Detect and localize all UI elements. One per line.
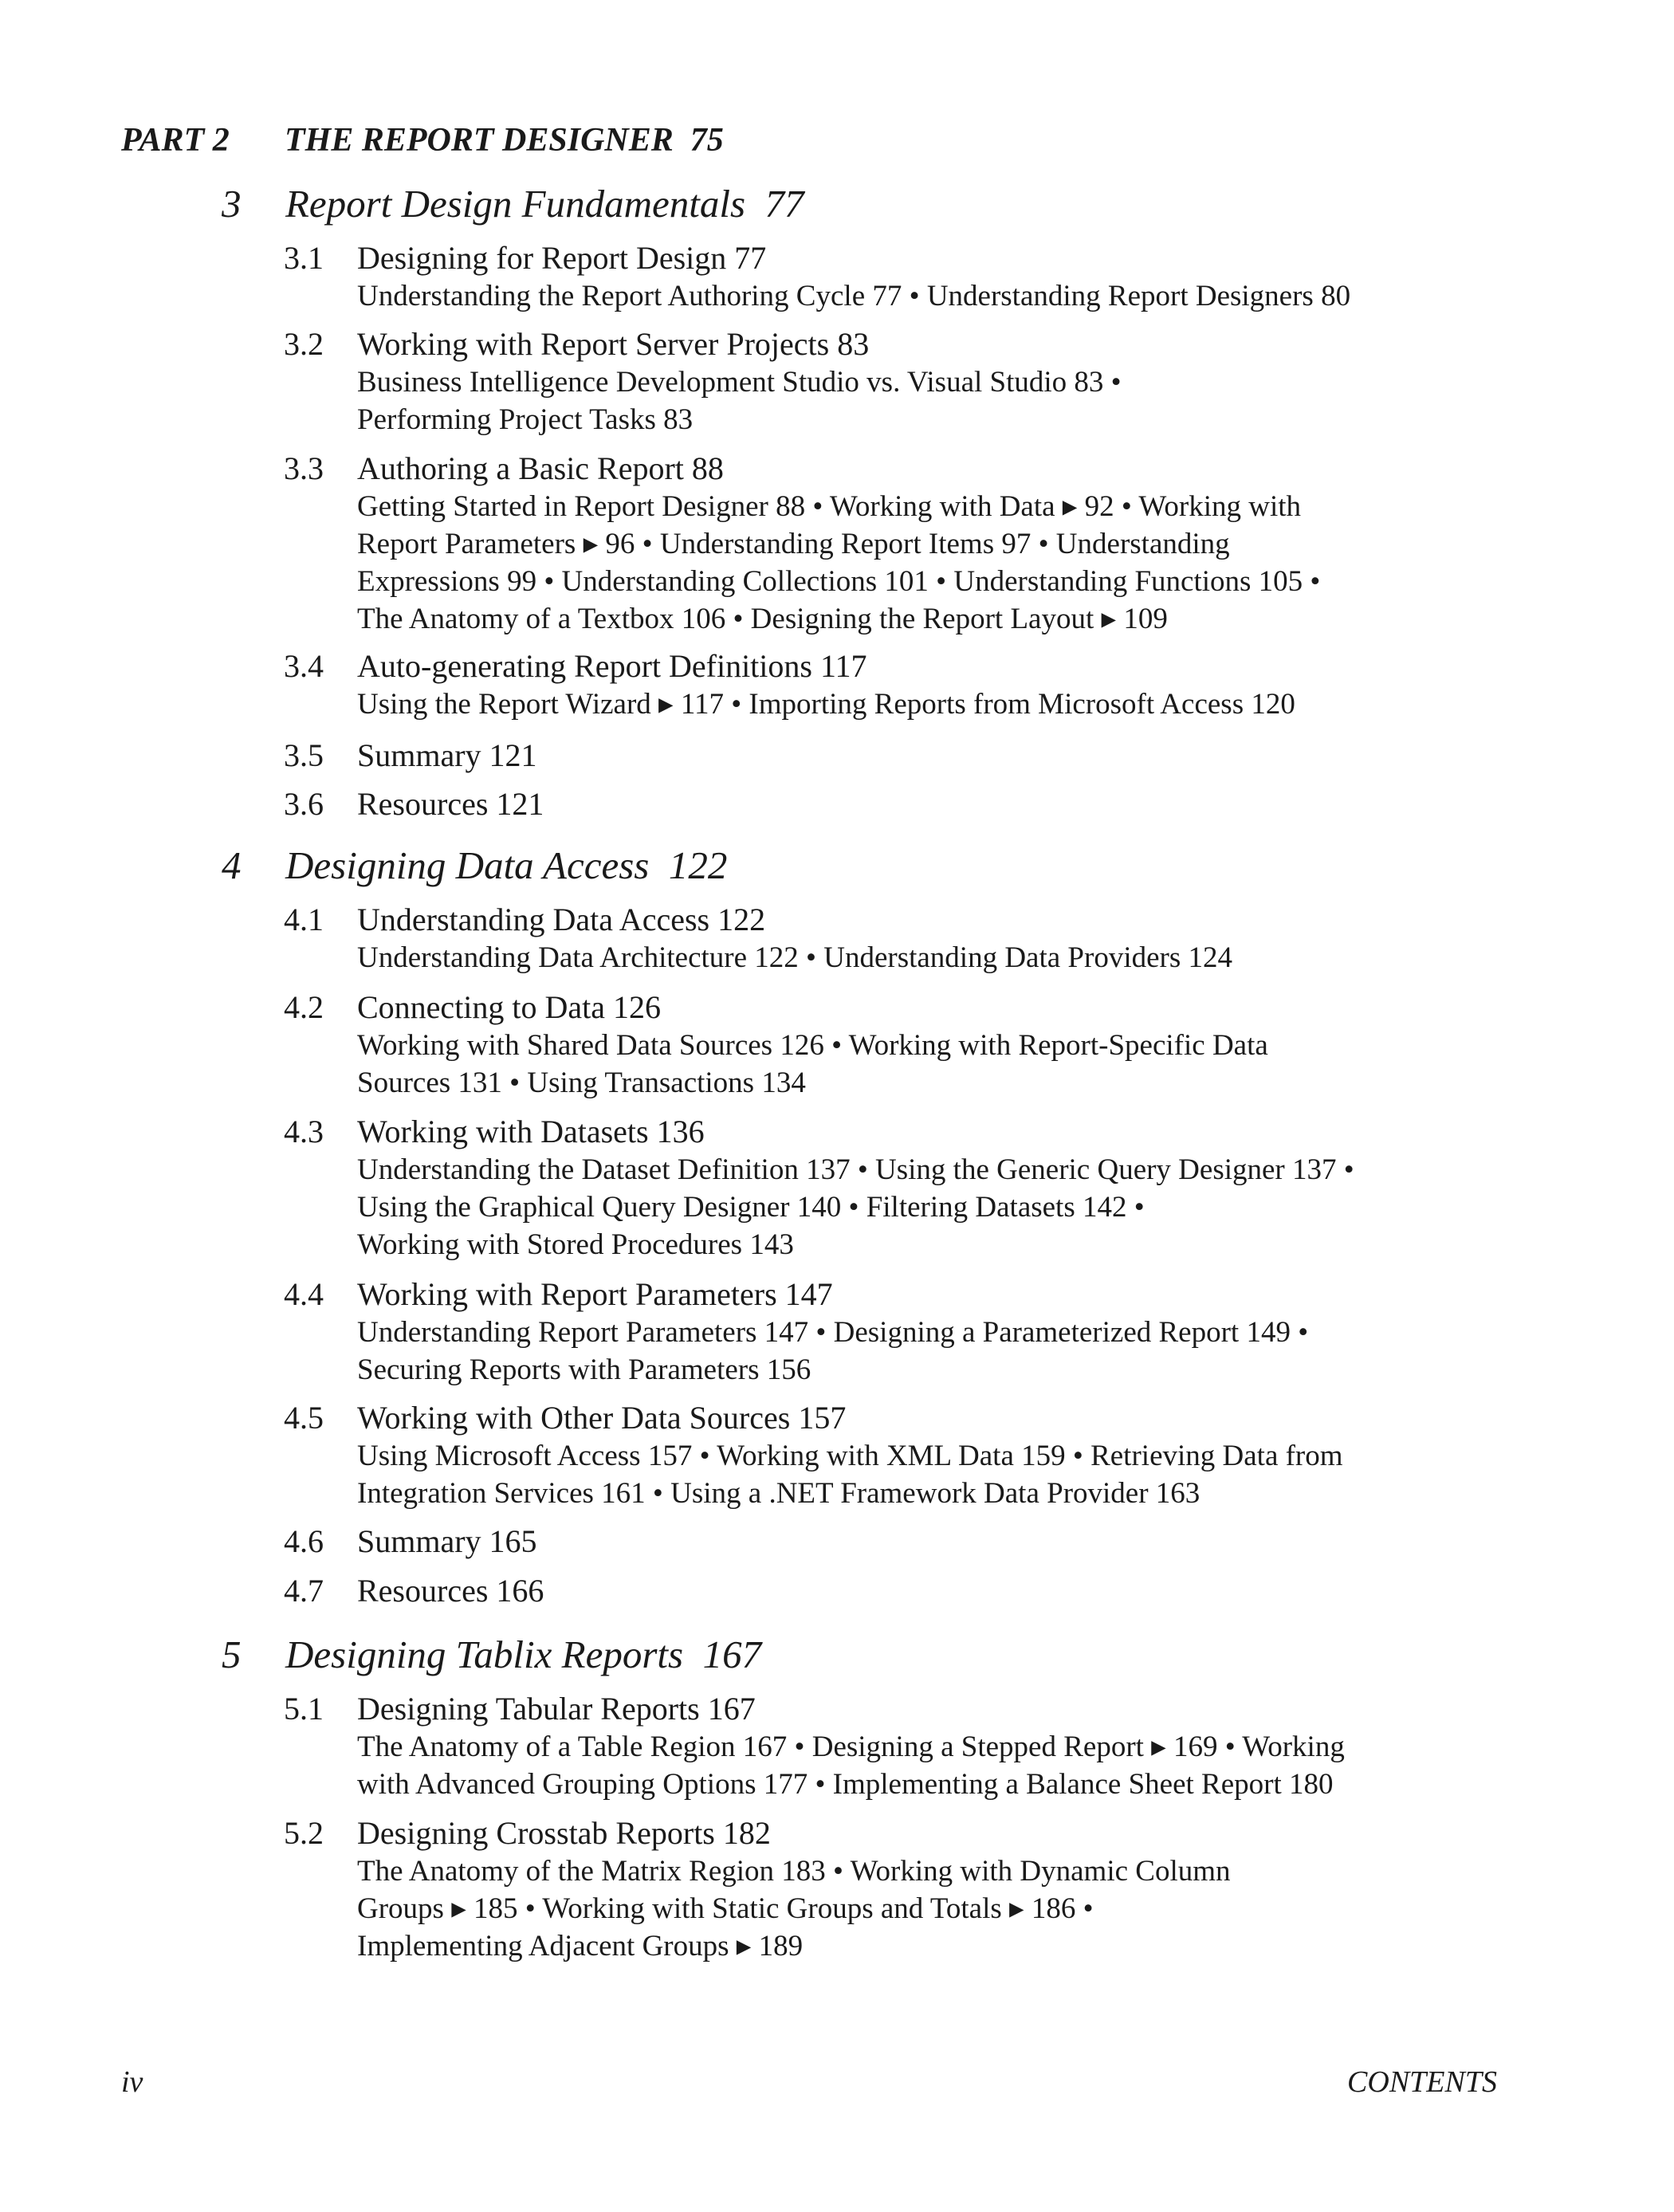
toc-section [284,988,1268,1102]
chapter-title: Designing Tablix Reports [285,1632,684,1676]
section-detail-line: Using the Graphical Query Designer 140 • Filtering Datasets 142 • [357,1191,1145,1224]
section-title: Working with Datasets 136 [357,1114,705,1149]
section-detail-line: with Advanced Grouping Options 177 • Implementing a Balance Sheet Report 180 [357,1768,1334,1801]
chapter-title: Report Design Fundamentals [285,182,746,226]
section-detail-line: Performing Project Tasks 83 [357,403,694,436]
section-detail-line: Implementing Adjacent Groups ▸ 189 [357,1930,804,1963]
toc-section [284,647,1295,723]
toc-section [284,239,1350,315]
section-number: 5.1 [284,1691,324,1727]
section-detail-line: Sources 131 • Using Transactions 134 [357,1067,806,1099]
section-number: 3.5 [284,737,324,773]
section-title: Summary 165 [357,1523,537,1559]
section-number: 4.4 [284,1276,324,1312]
chapter-heading [222,180,804,228]
section-title: Understanding Data Access 122 [357,902,766,937]
section-detail-line: Using the Report Wizard ▸ 117 • Importing Reports from Microsoft Access 120 [357,688,1295,721]
part-heading [121,118,724,163]
section-detail-line: Getting Started in Report Designer 88 • Working with Data ▸ 92 • Working with [357,490,1301,523]
section-detail-line: Understanding Data Architecture 122 • Understanding Data Providers 124 [357,941,1233,974]
toc-section [284,1399,1343,1512]
section-title: Resources 121 [357,786,544,822]
toc-section [284,901,1232,976]
part-page: 75 [690,122,724,159]
chapter-page: 122 [668,843,728,887]
section-number: 4.1 [284,902,324,937]
section-detail-line: Integration Services 161 • Using a .NET Framework Data Provider 163 [357,1477,1200,1510]
section-detail-line: Working with Stored Procedures 143 [357,1228,794,1261]
section-detail-line: Securing Reports with Parameters 156 [357,1354,811,1386]
section-number: 3.1 [284,240,324,276]
section-detail-line: Business Intelligence Development Studio vs. Visual Studio 83 • [357,366,1122,399]
section-title: Working with Report Parameters 147 [357,1276,833,1312]
section-detail-line: Expressions 99 • Understanding Collections 101 • Understanding Functions 105 • [357,565,1321,598]
section-detail-line: Groups ▸ 185 • Working with Static Groups and Totals ▸ 186 • [357,1892,1094,1925]
section-title: Designing Crosstab Reports 182 [357,1815,771,1851]
toc-section [284,785,544,823]
section-detail-line: The Anatomy of the Matrix Region 183 • Working with Dynamic Column [357,1855,1231,1888]
chapter-heading [222,1631,761,1679]
toc-section [284,1690,1345,1803]
section-title: Authoring a Basic Report 88 [357,450,724,486]
toc-section [284,737,537,775]
section-number: 4.5 [284,1400,324,1436]
chapter-number: 3 [222,182,242,226]
section-number: 4.6 [284,1523,324,1559]
toc-section [284,1814,1231,1965]
part-title: THE REPORT DESIGNER [285,122,674,159]
section-number: 4.7 [284,1573,324,1609]
toc-section [284,450,1320,638]
section-title: Auto-generating Report Definitions 117 [357,648,867,684]
section-number: 4.2 [284,989,324,1025]
toc-section [284,1275,1308,1389]
section-detail-line: Working with Shared Data Sources 126 • Working with Report-Specific Data [357,1029,1268,1062]
section-number: 5.2 [284,1815,324,1851]
section-detail-line: The Anatomy of a Table Region 167 • Designing a Stepped Report ▸ 169 • Working [357,1731,1345,1763]
section-number: 3.4 [284,648,324,684]
section-title: Resources 166 [357,1573,544,1609]
toc-section [284,1522,537,1561]
section-number: 3.2 [284,326,324,362]
chapter-heading [222,842,727,890]
section-title: Designing Tabular Reports 167 [357,1691,756,1727]
section-detail-line: Understanding the Report Authoring Cycle 77 • Understanding Report Designers 80 [357,280,1351,312]
section-detail-line: Report Parameters ▸ 96 • Understanding Report Items 97 • Understanding [357,528,1230,560]
chapter-number: 4 [222,843,242,887]
section-number: 3.3 [284,450,324,486]
section-title: Working with Report Server Projects 83 [357,326,870,362]
section-detail-line: Understanding the Dataset Definition 137 • Using the Generic Query Designer 137 • [357,1153,1354,1186]
toc-section [284,1572,544,1610]
section-title: Designing for Report Design 77 [357,240,767,276]
section-title: Working with Other Data Sources 157 [357,1400,847,1436]
section-title: Connecting to Data 126 [357,989,662,1025]
section-detail-line: Using Microsoft Access 157 • Working with XML Data 159 • Retrieving Data from [357,1440,1343,1472]
chapter-number: 5 [222,1632,242,1676]
chapter-page: 77 [764,182,804,226]
section-detail-line: The Anatomy of a Textbox 106 • Designing the Report Layout ▸ 109 [357,603,1168,635]
section-number: 3.6 [284,786,324,822]
part-label: PART 2 [121,122,230,159]
toc-section [284,325,1122,438]
section-title: Summary 121 [357,737,537,773]
section-number: 4.3 [284,1114,324,1149]
chapter-page: 167 [702,1632,762,1676]
toc-section [284,1113,1354,1263]
running-title: CONTENTS [1347,2065,1497,2099]
chapter-title: Designing Data Access [285,843,650,887]
section-detail-line: Understanding Report Parameters 147 • Designing a Parameterized Report 149 • [357,1316,1309,1349]
page-number: iv [121,2065,143,2099]
